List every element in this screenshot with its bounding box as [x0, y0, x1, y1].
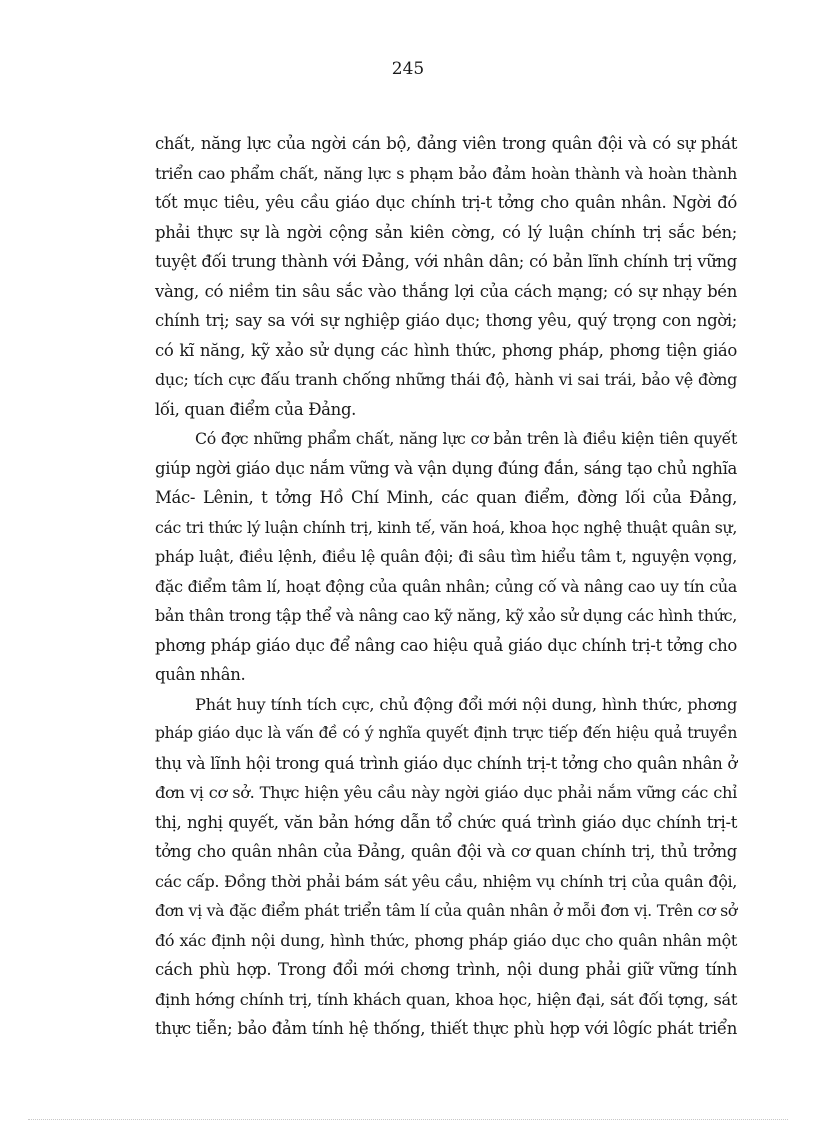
- text-line: dục; tích cực đấu tranh chống những thái độ, hành vi sai trái, bảo vệ đờng: [155, 370, 737, 389]
- text-line: chất, năng lực của ngời cán bộ, đảng viên trong quân đội và có sự phát: [155, 134, 737, 153]
- text-line: thị, nghị quyết, văn bản hớng dẫn tổ chức quá trình giáo dục chính trị-t: [155, 812, 737, 832]
- text-line: thực tiễn; bảo đảm tính hệ thống, thiết thực phù hợp với lôgíc phát triển: [155, 1019, 737, 1038]
- page-number: 245: [391, 59, 425, 79]
- text-line: thụ và lĩnh hội trong quá trình giáo dục chính trị-t tởng cho quân nhân ở: [155, 753, 737, 773]
- text-line: tởng cho quân nhân của Đảng, quân đội và cơ quan chính trị, thủ trởng: [155, 842, 737, 861]
- paragraph-first-line: Phát huy tính tích cực, chủ động đổi mới nội dung, hình thức, phơng: [195, 694, 737, 714]
- text-line: các tri thức lý luận chính trị, kinh tế, văn hoá, khoa học nghệ thuật quân sự,: [155, 517, 737, 537]
- paragraph-first-line: Có đợc những phẩm chất, năng lực cơ bản trên là điều kiện tiên quyết: [195, 429, 737, 448]
- paragraph-end-line: lối, quan điểm của Đảng.: [155, 399, 357, 419]
- text-line: đó xác định nội dung, hình thức, phơng pháp giáo dục cho quân nhân một: [155, 930, 737, 950]
- text-line: tốt mục tiêu, yêu cầu giáo dục chính trị-t tởng cho quân nhân. Ngời đó: [155, 193, 737, 212]
- paragraph-end-line: quân nhân.: [155, 665, 246, 684]
- text-line: chính trị; say sa với sự nghiệp giáo dục; thơng yêu, quý trọng con ngời;: [155, 311, 737, 330]
- text-line: định hớng chính trị, tính khách quan, khoa học, hiện đại, sát đối tợng, sát: [155, 989, 737, 1009]
- text-line: phơng pháp giáo dục để nâng cao hiệu quả giáo dục chính trị-t tởng cho: [155, 635, 737, 655]
- text-line: đơn vị và đặc điểm phát triển tâm lí của quân nhân ở mỗi đơn vị. Trên cơ sở: [155, 901, 737, 920]
- text-line: pháp luật, điều lệnh, điều lệ quân đội; đi sâu tìm hiểu tâm t, nguyện vọng,: [155, 547, 737, 566]
- text-line: tuyệt đối trung thành với Đảng, với nhân dân; có bản lĩnh chính trị vững: [155, 252, 737, 271]
- body-text: [155, 129, 737, 1044]
- text-line: vàng, có niềm tin sâu sắc vào thắng lợi của cách mạng; có sự nhạy bén: [155, 281, 737, 301]
- text-line: Mác- Lênin, t tởng Hồ Chí Minh, các quan điểm, đờng lối của Đảng,: [155, 488, 737, 507]
- text-line: có kĩ năng, kỹ xảo sử dụng các hình thức, phơng pháp, phơng tiện giáo: [155, 340, 737, 360]
- text-line: các cấp. Đồng thời phải bám sát yêu cầu, nhiệm vụ chính trị của quân đội,: [155, 871, 737, 891]
- text-line: phải thực sự là ngời cộng sản kiên cờng, có lý luận chính trị sắc bén;: [155, 222, 737, 242]
- text-line: cách phù hợp. Trong đổi mới chơng trình, nội dung phải giữ vững tính: [155, 960, 737, 979]
- text-line: bản thân trong tập thể và nâng cao kỹ năng, kỹ xảo sử dụng các hình thức,: [155, 606, 737, 625]
- text-line: đặc điểm tâm lí, hoạt động của quân nhân; củng cố và nâng cao uy tín của: [155, 576, 737, 596]
- page-bottom-divider: [28, 1119, 788, 1120]
- text-line: đơn vị cơ sở. Thực hiện yêu cầu này ngời giáo dục phải nắm vững các chỉ: [155, 783, 737, 802]
- text-line: triển cao phẩm chất, năng lực s phạm bảo đảm hoàn thành và hoàn thành: [155, 163, 737, 183]
- text-line: pháp giáo dục là vấn đề có ý nghĩa quyết định trực tiếp đến hiệu quả truyền: [155, 724, 737, 742]
- text-line: giúp ngời giáo dục nắm vững và vận dụng đúng đắn, sáng tạo chủ nghĩa: [155, 458, 737, 478]
